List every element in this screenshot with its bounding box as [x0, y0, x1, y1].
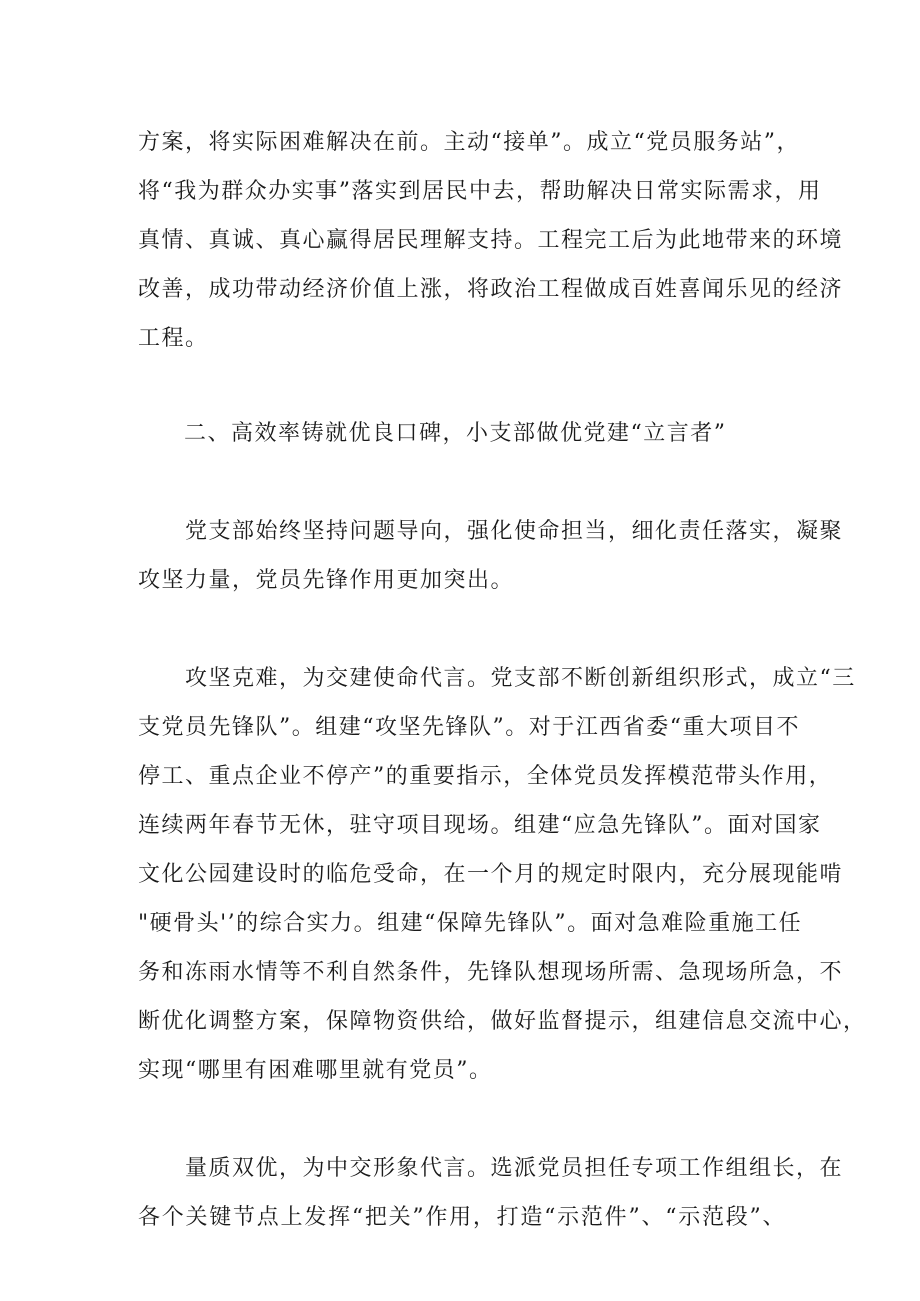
text-line: 连续两年春节无休，驻守项目现场。组建“应急先锋队”。面对国家: [138, 813, 822, 838]
text-line: 真情、真诚、真心赢得居民理解支持。工程完工后为此地带来的环境: [138, 228, 844, 253]
paragraph-vanguard-teams: [138, 654, 867, 1095]
text-line: 断优化调整方案，保障物资供给，做好监督提示，组建信息交流中心，: [138, 1009, 867, 1034]
text-line: 工程。: [138, 326, 209, 351]
text-line: 将“我为群众办实事”落实到居民中去，帮助解决日常实际需求，用: [138, 179, 822, 204]
text-line: 攻坚克难，为交建使命代言。党支部不断创新组织形式，成立“三: [138, 666, 856, 691]
section-heading: [138, 409, 786, 458]
text-line: 停工、重点企业不停产”的重要指示，全体党员发挥模范带头作用，: [138, 764, 833, 789]
document-body: [138, 118, 867, 1242]
text-line: 量质双优，为中交形象代言。选派党员担任专项工作组组长，在: [138, 1156, 844, 1181]
paragraph-quality-image: [138, 1144, 844, 1242]
text-line: 攻坚力量，党员先锋作用更加突出。: [138, 568, 515, 593]
paragraph-project-work: [138, 118, 844, 363]
paragraph-branch-overview: [138, 507, 844, 605]
text-line: 文化公园建设时的临危受命，在一个月的规定时限内，充分展现能啃: [138, 862, 844, 887]
text-line: "硬骨头'’的综合实力。组建“保障先锋队”。面对急难险重施工任: [138, 911, 803, 936]
text-line: 改善，成功带动经济价值上涨，将政治工程做成百姓喜闻乐见的经济: [138, 277, 844, 302]
text-line: 务和冻雨水情等不利自然条件，先锋队想现场所需、急现场所急，不: [138, 960, 844, 985]
text-line: 实现“哪里有困难哪里就有党员”。: [138, 1058, 493, 1083]
text-line: 党支部始终坚持问题导向，强化使命担当，细化责任落实，凝聚: [138, 519, 844, 544]
text-line: 支党员先锋队”。组建“攻坚先锋队”。对于江西省委“重大项目不: [138, 715, 800, 740]
text-line: 各个关键节点上发挥“把关”作用，打造“示范件”、“示范段”、: [138, 1205, 786, 1230]
section-heading-text: 二、高效率铸就优良口碑，小支部做优党建“立言者”: [184, 421, 727, 446]
text-line: 方案，将实际困难解决在前。主动“接单”。成立“党员服务站”，: [138, 130, 800, 155]
